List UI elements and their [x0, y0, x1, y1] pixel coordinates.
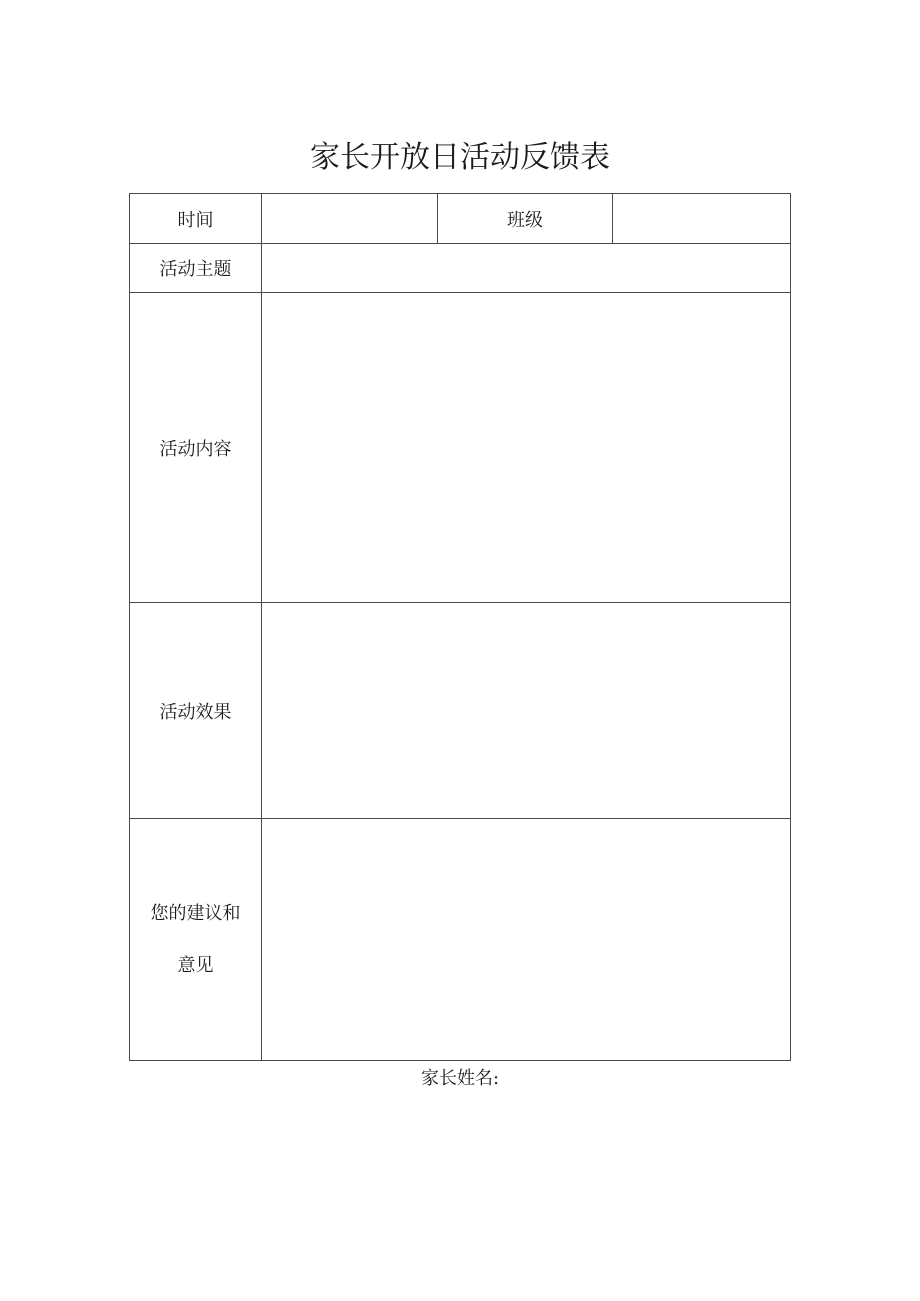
suggestion-label [130, 819, 262, 1061]
class-label: 班级 [438, 194, 613, 244]
table-row-theme [130, 244, 791, 293]
suggestion-label-line2: 意见 [177, 954, 214, 976]
content-field[interactable] [262, 293, 791, 603]
parent-name-label: 家长姓名: [420, 1068, 500, 1089]
class-field[interactable] [613, 194, 791, 244]
table-row-effect [130, 603, 791, 819]
time-label: 时间 [130, 194, 262, 244]
effect-label: 活动效果 [130, 603, 262, 819]
theme-field[interactable] [262, 244, 791, 293]
effect-field[interactable] [262, 603, 791, 819]
theme-label: 活动主题 [130, 244, 262, 293]
time-field[interactable] [262, 194, 438, 244]
table-row-content [130, 293, 791, 603]
table-row-suggestion [130, 819, 791, 1061]
suggestion-field[interactable] [262, 819, 791, 1061]
footer [0, 1066, 920, 1092]
form-title: 家长开放日活动反馈表 [310, 140, 610, 175]
content-label: 活动内容 [130, 293, 262, 603]
table-row-time [130, 194, 791, 244]
suggestion-label-line1: 您的建议和 [150, 902, 241, 924]
feedback-form-table [129, 193, 791, 1061]
